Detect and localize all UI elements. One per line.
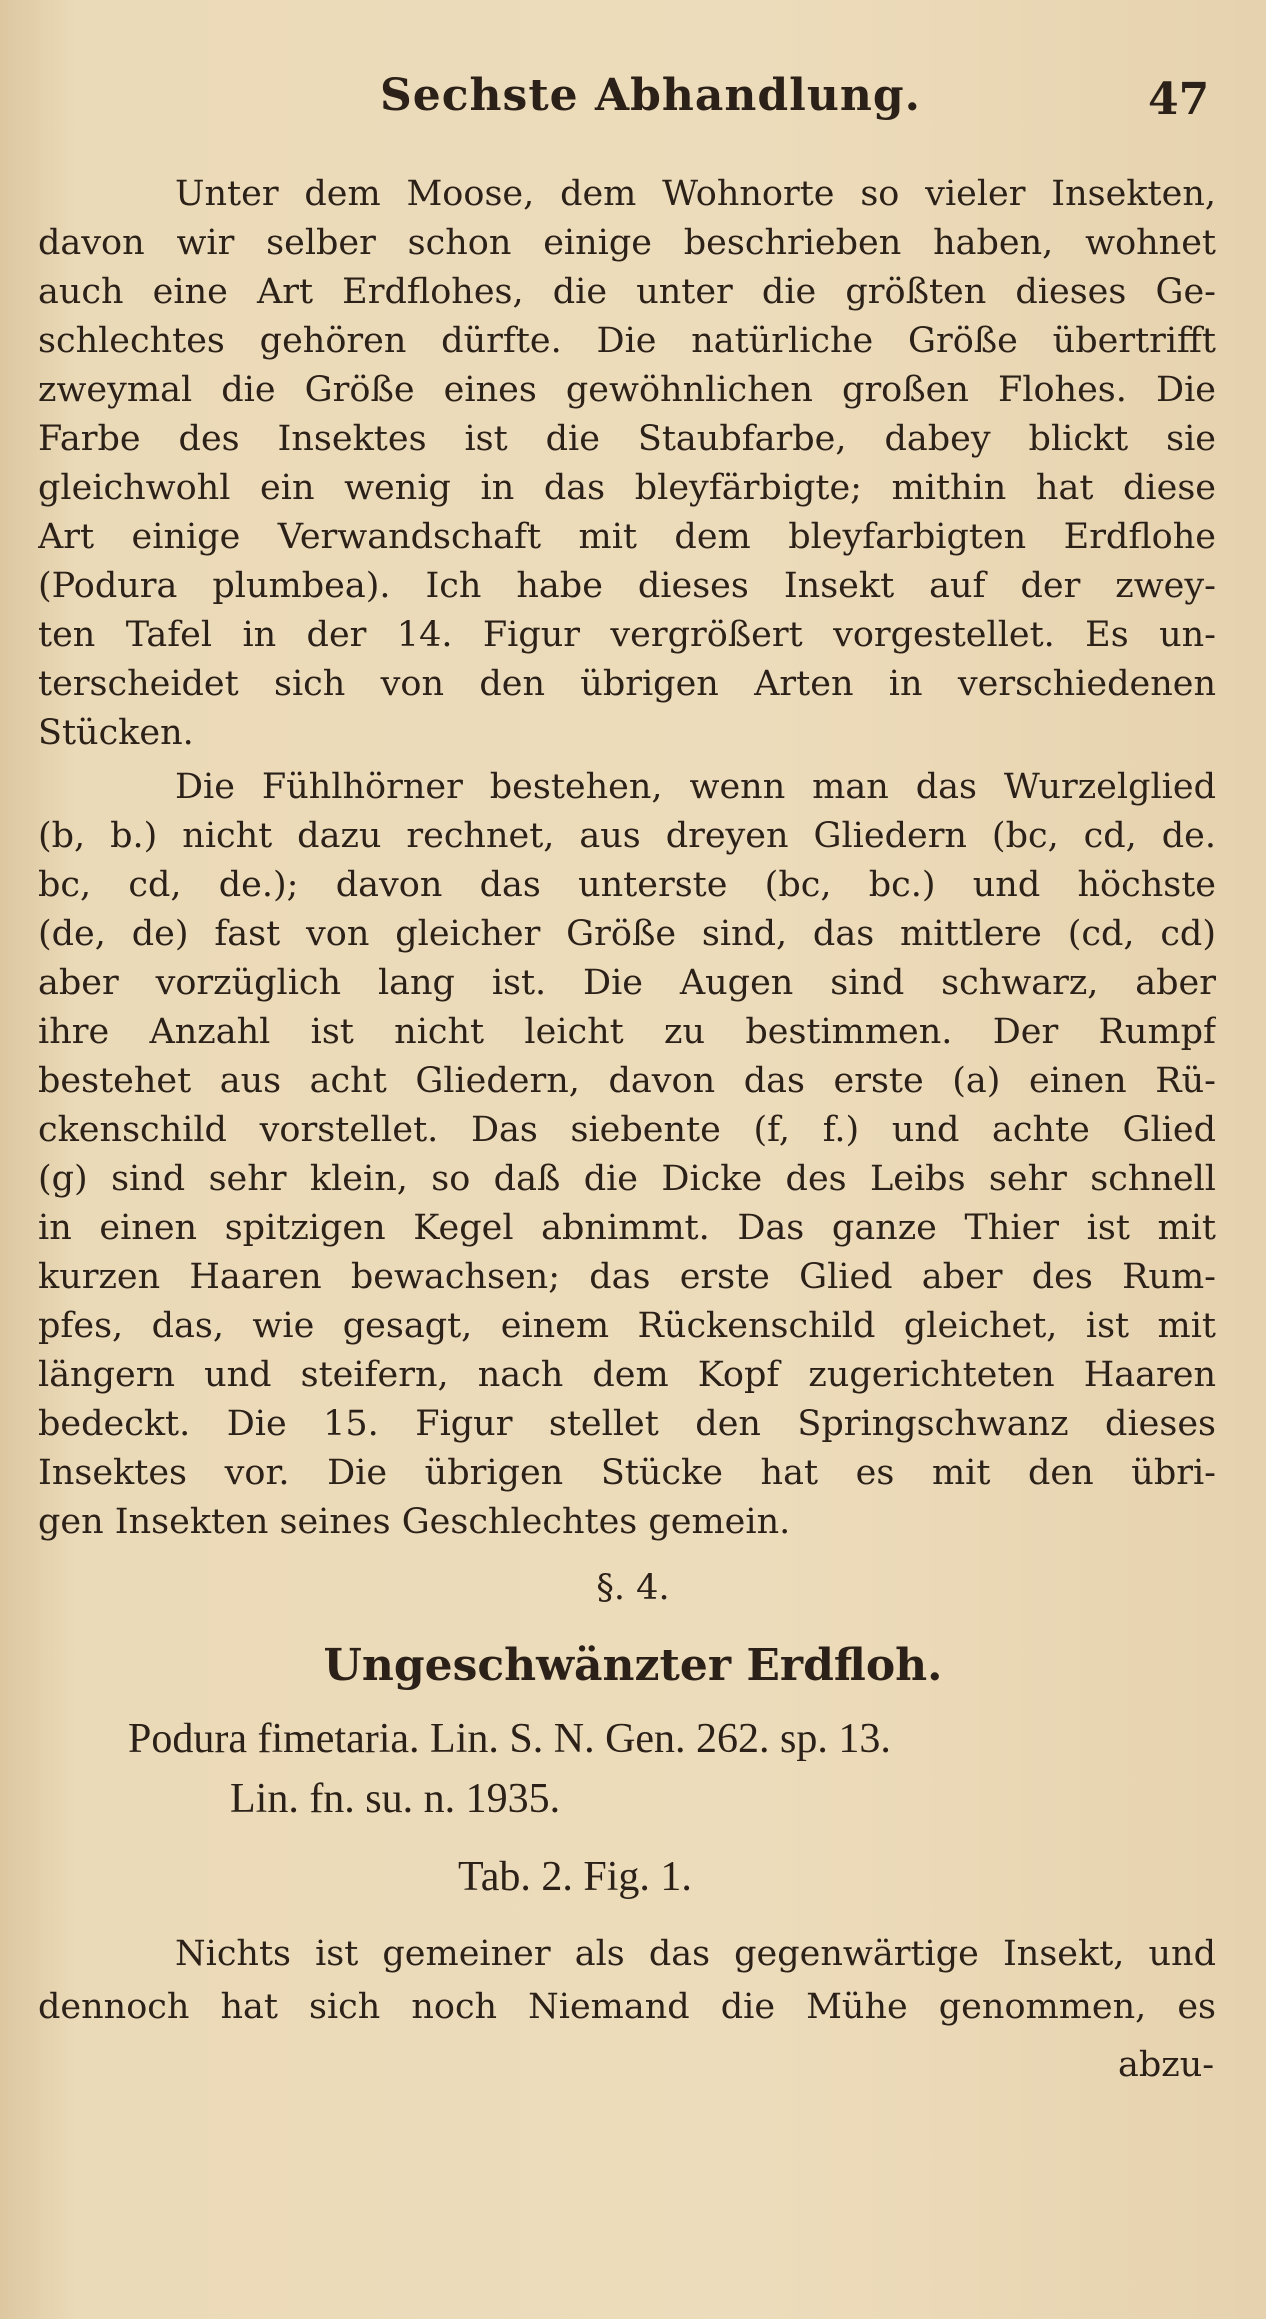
text-line: Farbe des Insektes ist die Staubfarbe, dabey blickt sie [38,419,1216,459]
text-line: in einen spitzigen Kegel abnimmt. Das ganze Thier ist mit [38,1208,1216,1248]
reference-line: Podura fimetaria. Lin. S. N. Gen. 262. sp. 13. [128,1716,891,1762]
text-line: gen Insekten seines Geschlechtes gemein. [38,1502,791,1542]
text-line: (b, b.) nicht dazu rechnet, aus dreyen Gliedern (bc, cd, de. [38,816,1216,856]
page-number: 47 [1148,74,1210,125]
text-line: Nichts ist gemeiner als das gegenwärtige Insekt, und [175,1934,1216,1974]
text-line: pfes, das, wie gesagt, einem Rückenschild gleichet, ist mit [38,1306,1216,1346]
text-line: (de, de) fast von gleicher Größe sind, das mittlere (cd, cd) [38,914,1216,954]
catchword: abzu- [1118,2045,1215,2085]
text-line: (Podura plumbea). Ich habe dieses Insekt auf der zwey- [38,566,1216,606]
text-line: aber vorzüglich lang ist. Die Augen sind schwarz, aber [38,963,1216,1003]
text-line: ckenschild vorstellet. Das siebente (f, f.) und achte Glied [38,1110,1216,1150]
page-header [0,70,1266,140]
text-line: zweymal die Größe eines gewöhnlichen großen Flohes. Die [38,370,1216,410]
text-line: gleichwohl ein wenig in das bleyfärbigte; mithin hat diese [38,468,1216,508]
text-line: bc, cd, de.); davon das unterste (bc, bc.) und höchste [38,865,1216,905]
section-title: Ungeschwänzter Erdfloh. [323,1640,943,1691]
section-number: §. 4. [596,1568,670,1608]
text-line: Art einige Verwandschaft mit dem bleyfarbigten Erdflohe [38,517,1216,557]
reference-line: Lin. fn. su. n. 1935. [230,1776,561,1822]
text-line: bedeckt. Die 15. Figur stellet den Springschwanz dieses [38,1404,1216,1444]
text-line: längern und steifern, nach dem Kopf zugerichteten Haaren [38,1355,1216,1395]
reference-line: Tab. 2. Fig. 1. [458,1854,692,1900]
text-line: auch eine Art Erdflohes, die unter die größten dieses Ge- [38,272,1216,312]
text-line: bestehet aus acht Gliedern, davon das erste (a) einen Rü- [38,1061,1216,1101]
text-line: Unter dem Moose, dem Wohnorte so vieler Insekten, [175,174,1216,214]
text-line: Die Fühlhörner bestehen, wenn man das Wurzelglied [175,767,1216,807]
text-line: schlechtes gehören dürfte. Die natürliche Größe übertrifft [38,321,1216,361]
text-line: terscheidet sich von den übrigen Arten in verschiedenen [38,664,1216,704]
text-line: Insektes vor. Die übrigen Stücke hat es mit den übri- [38,1453,1216,1493]
text-line: ihre Anzahl ist nicht leicht zu bestimmen. Der Rumpf [38,1012,1216,1052]
running-title: Sechste Abhandlung. [380,70,921,121]
text-line: (g) sind sehr klein, so daß die Dicke des Leibs sehr schnell [38,1159,1216,1199]
text-line: kurzen Haaren bewachsen; das erste Glied aber des Rum- [38,1257,1216,1297]
text-line: ten Tafel in der 14. Figur vergrößert vorgestellet. Es un- [38,615,1216,655]
text-line: davon wir selber schon einige beschrieben haben, wohnet [38,223,1216,263]
text-line: dennoch hat sich noch Niemand die Mühe genommen, es [38,1987,1216,2027]
text-line: Stücken. [38,713,194,753]
